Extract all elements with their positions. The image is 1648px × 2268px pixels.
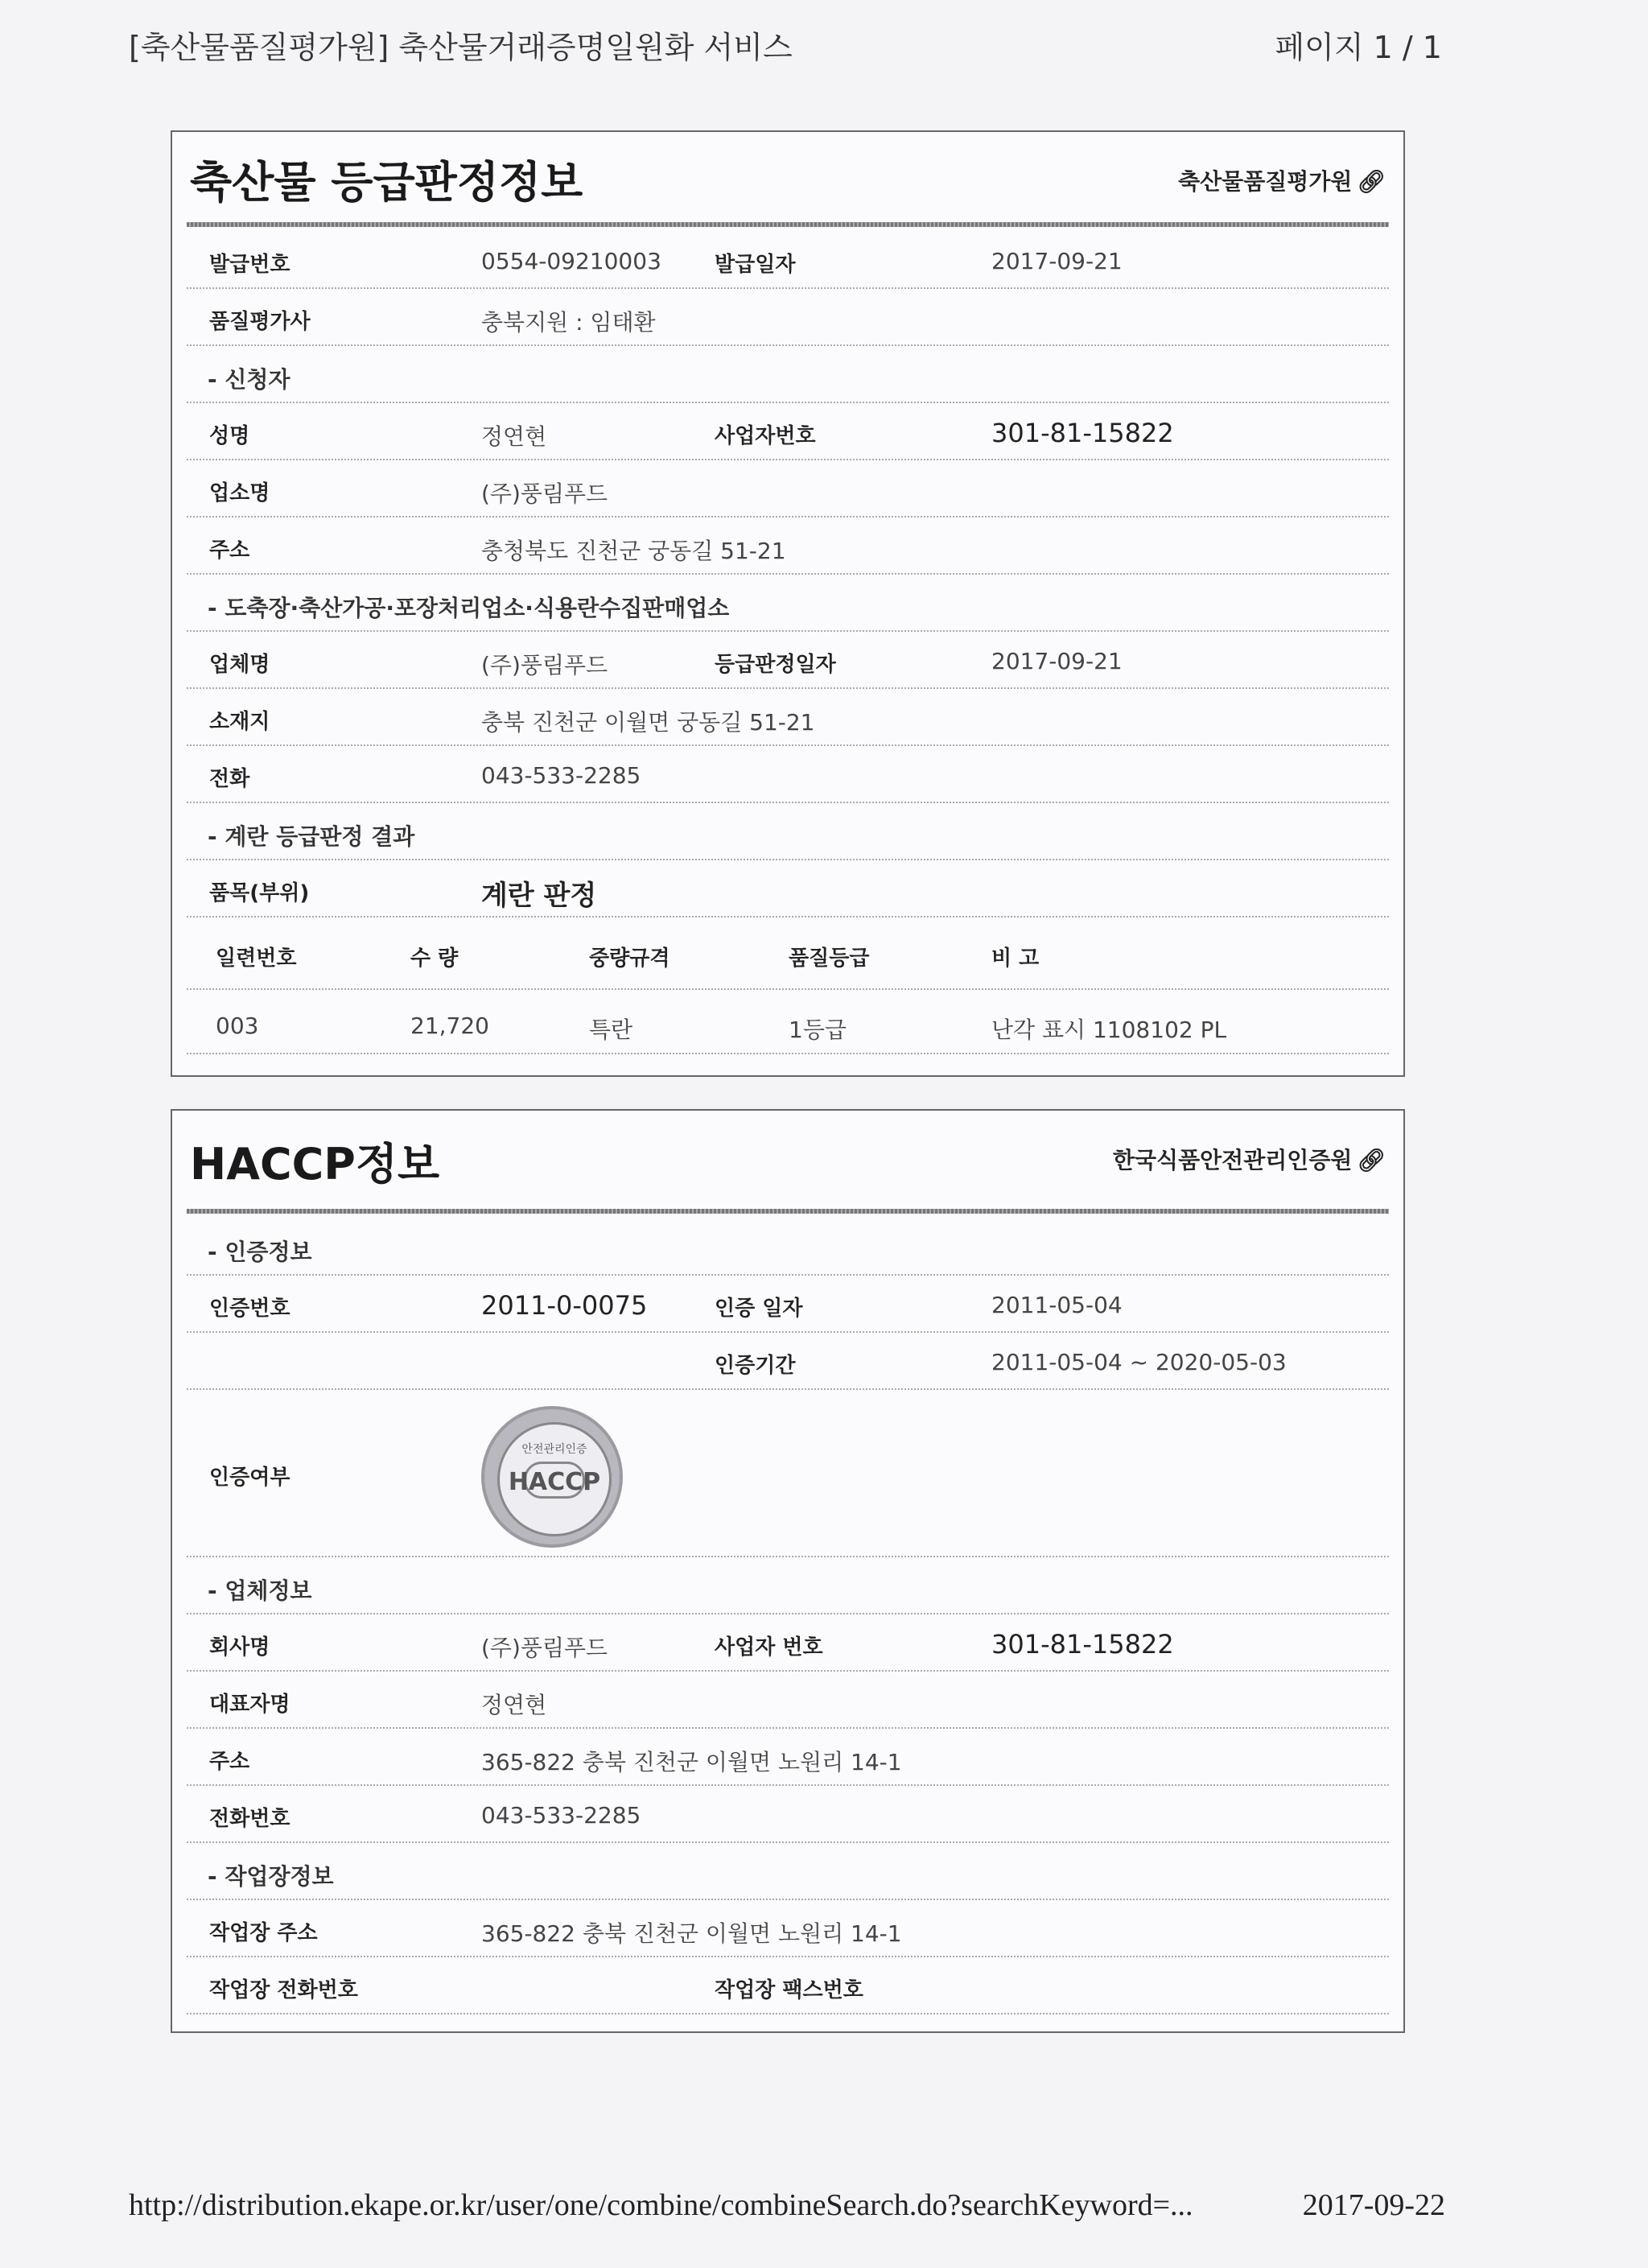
shop-label: 업소명	[209, 481, 270, 505]
info-row	[187, 1900, 1389, 1957]
company-group-label: - 업체정보	[208, 1577, 312, 1604]
grading-org-label: 축산물품질평가원	[1178, 168, 1353, 195]
group-row	[187, 1219, 1389, 1276]
info-row	[187, 746, 1389, 803]
site-fax-label: 작업장 팩스번호	[715, 1978, 863, 2002]
applicant-group-label: - 신청자	[208, 366, 290, 393]
grade-date-label: 등급판정일자	[715, 653, 836, 677]
location-label: 소재지	[209, 710, 270, 734]
info-row	[187, 289, 1389, 346]
cert-date-value: 2011-05-04	[991, 1292, 1123, 1318]
cert-group-label: - 인증정보	[208, 1239, 312, 1265]
cell-weight-grade: 특란	[589, 1016, 633, 1043]
cell-quality-grade: 1등급	[789, 1016, 847, 1043]
haccp-org-label: 한국식품안전관리인증원	[1112, 1147, 1353, 1173]
phone-label: 전화번호	[209, 1807, 290, 1831]
col-serial: 일련번호	[216, 946, 297, 971]
rep-value: 정연현	[481, 1692, 547, 1718]
location-value: 충북 진천군 이월면 궁동길 51-21	[481, 709, 815, 736]
issue-no-label: 발급번호	[209, 253, 290, 277]
info-row	[187, 1729, 1389, 1786]
cert-status-label: 인증여부	[209, 1466, 290, 1490]
group-row	[187, 1557, 1389, 1614]
facility-group-label: - 도축장·축산가공·포장처리업소·식용란수집판매업소	[208, 595, 730, 621]
info-row	[187, 1333, 1389, 1390]
haccp-rows	[172, 1219, 1403, 2029]
shop-value: (주)풍림푸드	[481, 480, 608, 507]
grading-info-section	[171, 130, 1405, 1077]
haccp-section-title: HACCP정보	[190, 1139, 440, 1190]
table-row	[187, 990, 1389, 1054]
col-remarks: 비 고	[991, 946, 1040, 971]
address-label: 주소	[209, 538, 250, 563]
site-address-label: 작업장 주소	[209, 1921, 318, 1945]
group-row	[187, 575, 1389, 632]
col-quality-grade: 품질등급	[789, 946, 870, 971]
issue-date-label: 발급일자	[715, 253, 796, 277]
site-group-label: - 작업장정보	[208, 1863, 334, 1890]
inspector-value: 충북지원 : 임태환	[481, 309, 656, 336]
haccp-org-link[interactable]	[1113, 1143, 1386, 1175]
info-row	[187, 518, 1389, 575]
footer-date: 2017-09-22	[1302, 2188, 1445, 2222]
section-divider	[187, 222, 1389, 227]
phone-label: 전화	[209, 767, 250, 791]
rep-label: 대표자명	[209, 1693, 290, 1717]
biz-no-label: 사업자 번호	[715, 1635, 823, 1660]
cert-no-value: 2011-0-0075	[481, 1290, 648, 1321]
address-label: 주소	[209, 1750, 250, 1774]
biz-no-label: 사업자번호	[715, 424, 816, 448]
info-row	[187, 689, 1389, 746]
info-row	[187, 460, 1389, 518]
haccp-info-section	[171, 1109, 1405, 2033]
footer-url: http://distribution.ekape.or.kr/user/one/combine/combineSearch.do?searchKeyword=...	[129, 2188, 1193, 2222]
grading-org-link[interactable]	[1178, 164, 1386, 196]
haccp-seal-inner	[497, 1422, 612, 1536]
haccp-seal-ring-text: 안전관리인증	[521, 1443, 587, 1456]
grade-date-value: 2017-09-21	[991, 648, 1123, 674]
address-value: 365-822 충북 진천군 이월면 노원리 14-1	[481, 1749, 902, 1775]
info-row	[187, 403, 1389, 460]
company-name-label: 회사명	[209, 1635, 270, 1660]
cell-quantity: 21,720	[410, 1012, 489, 1039]
info-row	[187, 1786, 1389, 1843]
result-group-label: - 계란 등급판정 결과	[208, 823, 415, 850]
haccp-section-header	[172, 1111, 1403, 1219]
info-row	[187, 860, 1389, 918]
biz-no-value: 301-81-15822	[991, 418, 1174, 448]
site-phone-label: 작업장 전화번호	[209, 1978, 358, 2002]
info-row	[187, 632, 1389, 689]
haccp-seal-word: HACCP	[508, 1468, 601, 1496]
col-weight-grade: 중량규격	[589, 946, 670, 971]
site-address-value: 365-822 충북 진천군 이월면 노원리 14-1	[481, 1920, 902, 1947]
info-row	[187, 1957, 1389, 2014]
issue-no-value: 0554-09210003	[481, 248, 661, 274]
cell-remarks: 난각 표시 1108102 PL	[991, 1016, 1227, 1043]
name-label: 성명	[209, 424, 250, 448]
section-divider	[187, 1209, 1389, 1214]
page-number: 페이지 1 / 1	[1275, 30, 1442, 65]
address-value: 충청북도 진천군 궁동길 51-21	[481, 538, 786, 564]
link-icon: 🔗︎	[1357, 168, 1386, 195]
cert-date-label: 인증 일자	[715, 1297, 803, 1321]
haccp-seal-icon	[481, 1406, 623, 1548]
company-label: 업체명	[209, 653, 270, 677]
biz-no-value: 301-81-15822	[991, 1629, 1174, 1660]
group-row	[187, 1843, 1389, 1900]
cell-serial: 003	[216, 1012, 259, 1039]
result-table-header	[187, 918, 1389, 990]
col-quantity: 수 량	[410, 946, 459, 971]
cert-no-label: 인증번호	[209, 1297, 290, 1321]
phone-value: 043-533-2285	[481, 762, 641, 789]
info-row	[187, 1672, 1389, 1729]
info-row	[187, 1390, 1389, 1557]
group-row	[187, 803, 1389, 860]
grading-section-title: 축산물 등급판정정보	[190, 157, 583, 208]
info-row	[187, 1614, 1389, 1672]
name-value: 정연현	[481, 423, 547, 450]
company-name-value: (주)풍림푸드	[481, 1635, 608, 1661]
phone-value: 043-533-2285	[481, 1802, 641, 1829]
inspector-label: 품질평가사	[209, 310, 311, 334]
print-header-title: [축산물품질평가원] 축산물거래증명일원화 서비스	[129, 30, 793, 65]
item-value: 계란 판정	[481, 880, 597, 912]
item-label: 품목(부위)	[209, 881, 310, 905]
info-row	[187, 1276, 1389, 1333]
grading-section-header	[172, 132, 1403, 232]
link-icon: 🔗︎	[1357, 1147, 1386, 1173]
group-row	[187, 346, 1389, 403]
cert-period-value: 2011-05-04 ~ 2020-05-03	[991, 1349, 1287, 1375]
info-row	[187, 232, 1389, 289]
cert-period-label: 인증기간	[715, 1354, 796, 1378]
issue-date-value: 2017-09-21	[991, 248, 1123, 274]
grading-rows	[172, 232, 1403, 1069]
company-value: (주)풍림푸드	[481, 652, 608, 678]
